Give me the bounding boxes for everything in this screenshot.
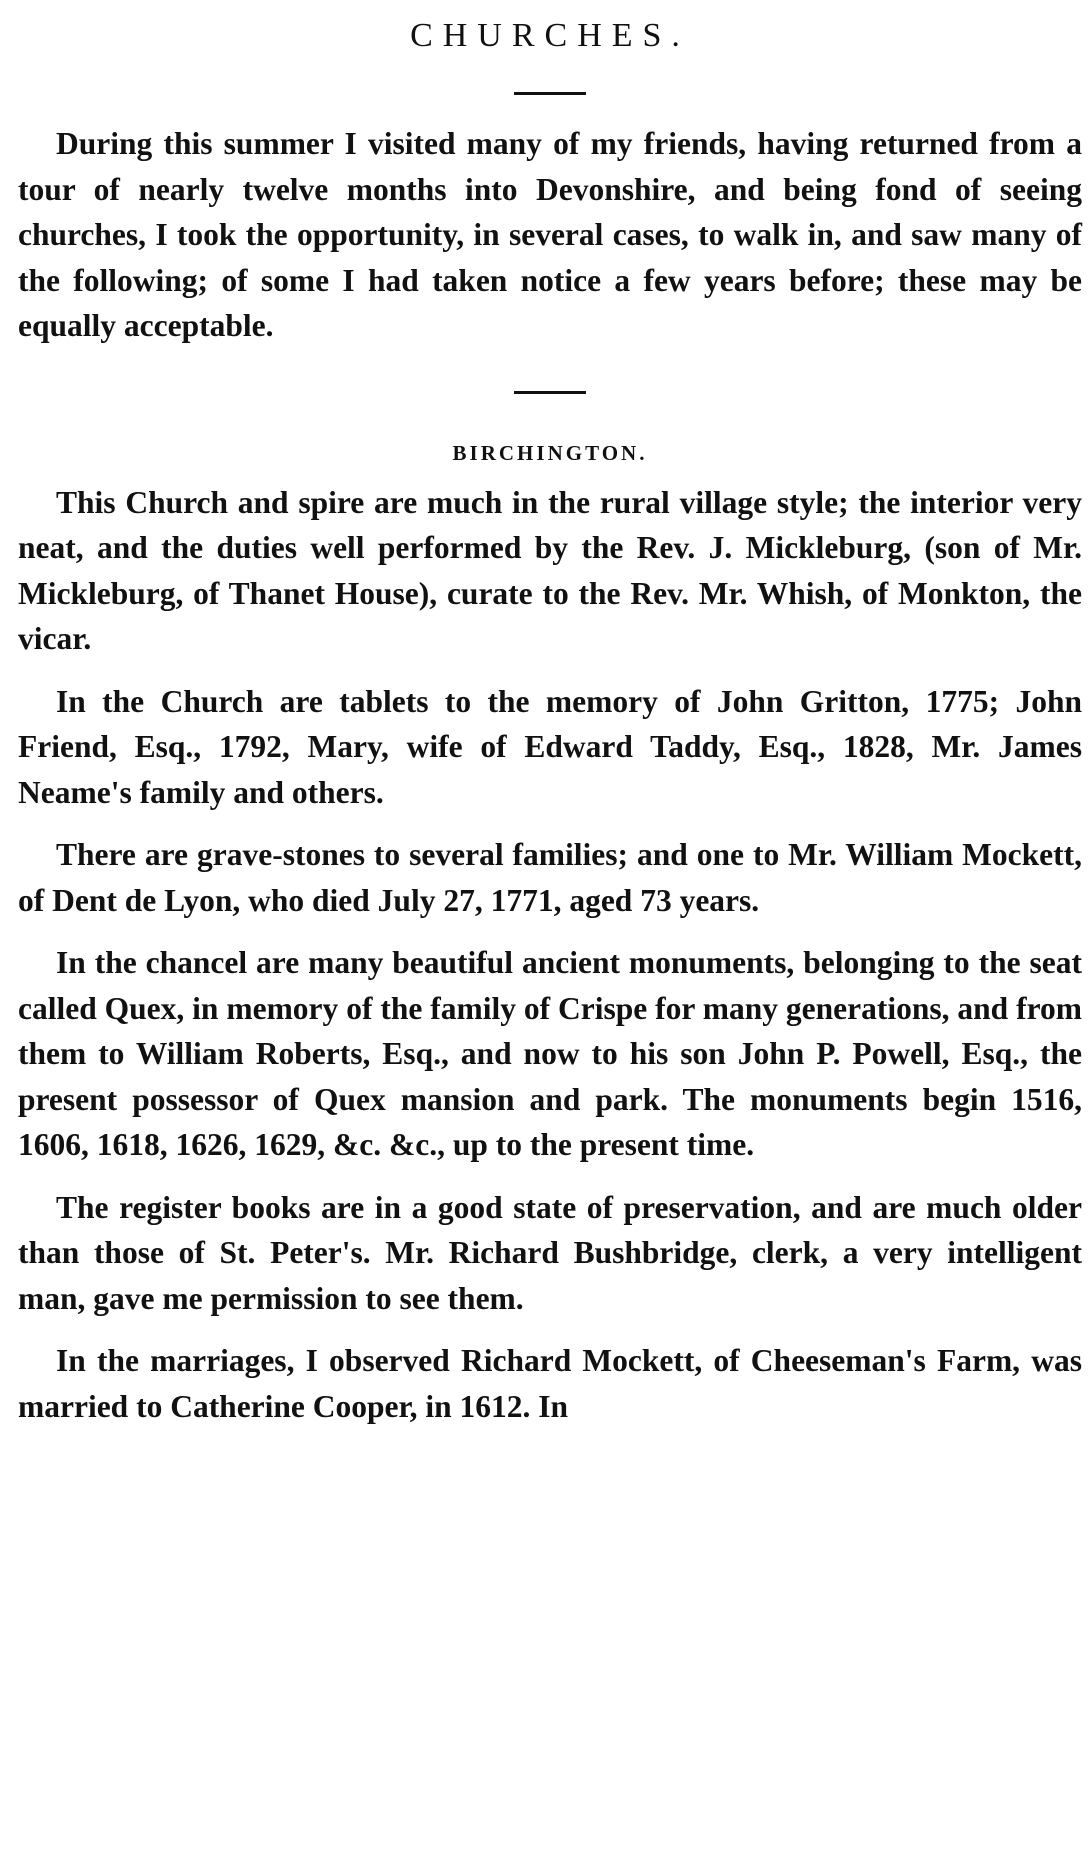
- page-heading: CHURCHES.: [410, 17, 690, 54]
- book-page: [18, 0, 1082, 1857]
- body-paragraph: In the Church are tablets to the memory of John Gritton, 1775; John Friend, Esq., 1792, Mary, wife of Edward Taddy, Esq., 1828, Mr. James Neame's family and others.: [18, 683, 1082, 810]
- section-title: BIRCHINGTON.: [452, 440, 648, 465]
- body-paragraph: There are grave-stones to several families; and one to Mr. William Mockett, of Dent de Lyon, who died July 27, 1771, aged 73 years.: [18, 837, 1082, 918]
- heading-divider: [514, 92, 586, 95]
- body-paragraph: The register books are in a good state of preservation, and are much older than those of St. Peter's. Mr. Richard Bushbridge, clerk, a very intelligent man, gave me permission to see them.: [18, 1189, 1082, 1316]
- section-divider: [514, 391, 586, 394]
- body-paragraph: This Church and spire are much in the rural village style; the interior very neat, and the duties well performed by the Rev. J. Mickleburg, (son of Mr. Mickleburg, of Thanet House), curate to the Rev. Mr. Whish, of Monkton, the vicar.: [18, 484, 1082, 656]
- intro-paragraph: During this summer I visited many of my friends, having returned from a tour of nearly twelve months into Devonshire, and being fond of seeing churches, I took the opportunity, in several cases, to walk in, and saw many of the following; of some I had taken notice a few years before; these may be equally acceptable.: [18, 126, 1082, 343]
- body-paragraph: In the marriages, I observed Richard Mockett, of Cheeseman's Farm, was married to Catherine Cooper, in 1612. In: [18, 1343, 1082, 1424]
- body-paragraph: In the chancel are many beautiful ancient monuments, belonging to the seat called Quex, in memory of the family of Crispe for many generations, and from them to William Roberts, Esq., and now to his son John P. Powell, Esq., the present possessor of Quex mansion and park. The monuments begin 1516, 1606, 1618, 1626, 1629, &c. &c., up to the present time.: [18, 945, 1082, 1162]
